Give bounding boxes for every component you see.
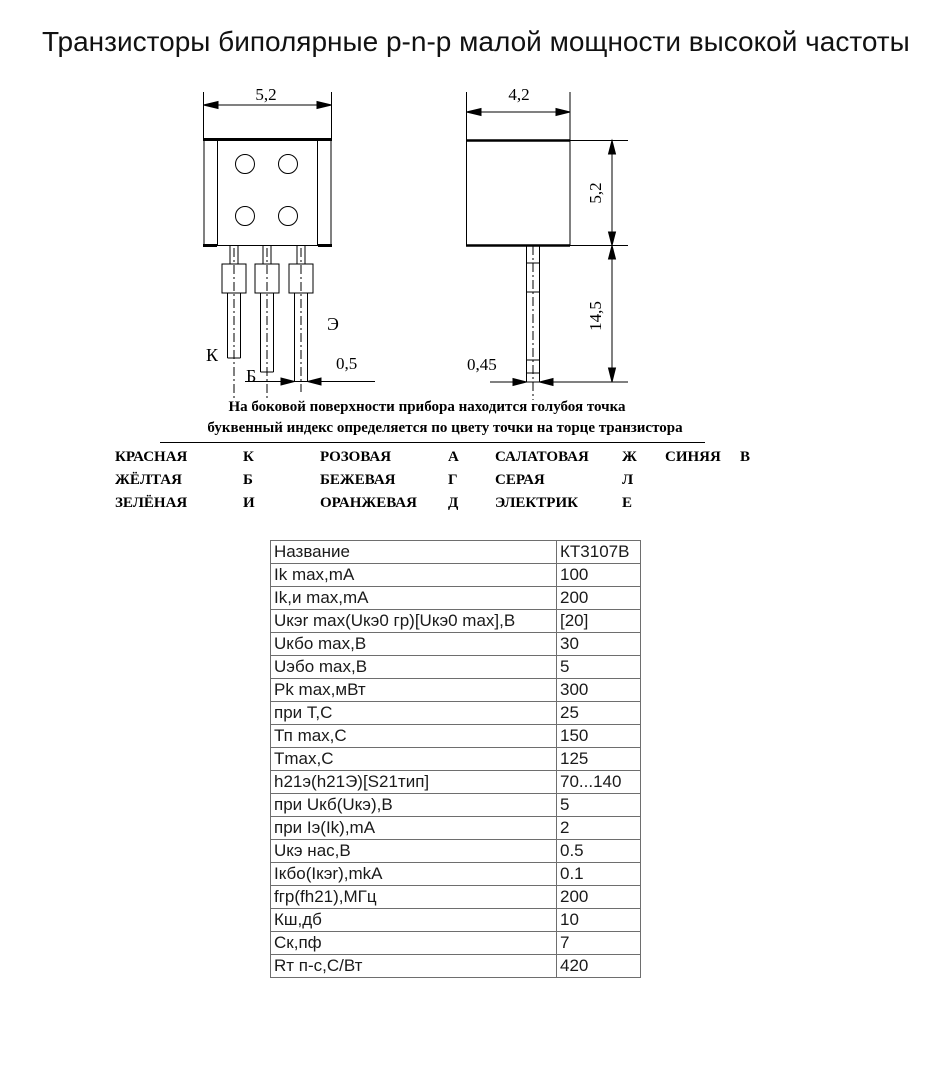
parameter-value-cell: 2: [557, 817, 641, 840]
page-title: Транзисторы биполярные p-n-p малой мощности высокой частоты: [42, 26, 910, 57]
color-name: ЭЛЕКТРИК: [495, 495, 578, 511]
parameter-name-cell: Ik,и max,mA: [271, 587, 557, 610]
parameter-value-cell: 70...140: [557, 771, 641, 794]
parameter-value-cell: 5: [557, 656, 641, 679]
parameter-name-cell: Название: [271, 541, 557, 564]
table-row: [271, 702, 641, 725]
table-row: [271, 817, 641, 840]
parameter-value-cell: 100: [557, 564, 641, 587]
parameter-value-cell: 150: [557, 725, 641, 748]
parameter-name-cell: fгр(fh21),МГц: [271, 886, 557, 909]
color-letter: И: [243, 495, 255, 511]
color-letter: Ж: [622, 449, 637, 465]
parameter-value-cell: 125: [557, 748, 641, 771]
parameter-value-cell: 200: [557, 886, 641, 909]
note-line-2: буквенный индекс определяется по цвету точки на торце транзистора: [207, 420, 683, 436]
color-code-row: [0, 472, 932, 492]
side-width-dimension: 4,2: [508, 85, 530, 104]
table-row: [271, 932, 641, 955]
color-name: РОЗОВАЯ: [320, 449, 392, 465]
table-row: [271, 748, 641, 771]
parameter-name-cell: при Т,С: [271, 702, 557, 725]
parameter-name-cell: Uэбо max,В: [271, 656, 557, 679]
parameter-name-cell: Ik max,mA: [271, 564, 557, 587]
table-row: [271, 909, 641, 932]
side-lead-length-dimension: 14,5: [586, 301, 605, 331]
color-name: ЖЁЛТАЯ: [115, 472, 182, 488]
color-letter: В: [740, 449, 751, 465]
parameter-name-cell: Uкэ нас,В: [271, 840, 557, 863]
table-row: [271, 610, 641, 633]
color-letter: Л: [622, 472, 634, 488]
parameter-value-cell: 0.5: [557, 840, 641, 863]
parameter-name-cell: при Uкб(Uкэ),В: [271, 794, 557, 817]
parameter-name-cell: h21э(h21Э)[S21тип]: [271, 771, 557, 794]
parameter-value-cell: 25: [557, 702, 641, 725]
color-name: ОРАНЖЕВАЯ: [320, 495, 417, 511]
parameter-value-cell: 0.1: [557, 863, 641, 886]
parameter-name-cell: при Iэ(Ik),mA: [271, 817, 557, 840]
color-letter: Д: [448, 495, 459, 511]
parameter-name-cell: Кш,дб: [271, 909, 557, 932]
parameter-value-cell: 300: [557, 679, 641, 702]
parameters-table-body: [271, 541, 641, 978]
parameter-value-cell: 30: [557, 633, 641, 656]
front-view-drawing: [203, 92, 375, 398]
table-row: [271, 771, 641, 794]
table-row: [271, 840, 641, 863]
table-row: [271, 541, 641, 564]
color-name: СЕРАЯ: [495, 472, 545, 488]
pin-label-collector: К: [206, 345, 219, 365]
parameter-name-cell: Uкэr max(Uкэ0 гр)[Uкэ0 max],В: [271, 610, 557, 633]
table-row: [271, 886, 641, 909]
color-code-row: [0, 449, 932, 469]
parameter-value-cell: [20]: [557, 610, 641, 633]
table-row: [271, 656, 641, 679]
color-letter: К: [243, 449, 254, 465]
note-line-1: На боковой поверхности прибора находится голубоя точка: [228, 399, 626, 415]
parameter-name-cell: Тп max,С: [271, 725, 557, 748]
color-letter: А: [448, 449, 459, 465]
parameter-value-cell: 200: [557, 587, 641, 610]
table-row: [271, 725, 641, 748]
pin-label-base: Б: [246, 366, 257, 386]
pin-label-emitter: Э: [327, 314, 339, 334]
table-row: [271, 863, 641, 886]
table-row: [271, 564, 641, 587]
front-lead-width-dimension: 0,5: [336, 354, 358, 373]
side-lead-width-dimension: 0,45: [467, 355, 497, 374]
parameter-name-cell: Pk max,мВт: [271, 679, 557, 702]
parameter-value-cell: 5: [557, 794, 641, 817]
color-name: СИНЯЯ: [665, 449, 721, 465]
table-row: [271, 679, 641, 702]
side-height-dimension: 5,2: [586, 182, 605, 204]
parameter-value-cell: КТ3107В: [557, 541, 641, 564]
side-view-drawing: [466, 92, 628, 400]
parameter-name-cell: Uкбо max,В: [271, 633, 557, 656]
color-letter: Е: [622, 495, 633, 511]
parameter-value-cell: 10: [557, 909, 641, 932]
table-row: [271, 587, 641, 610]
parameter-name-cell: Ск,пф: [271, 932, 557, 955]
parameter-value-cell: 420: [557, 955, 641, 978]
parameter-name-cell: Rт п-с,С/Вт: [271, 955, 557, 978]
table-row: [271, 955, 641, 978]
color-name: БЕЖЕВАЯ: [320, 472, 396, 488]
color-code-row: [0, 495, 932, 515]
table-row: [271, 794, 641, 817]
front-width-dimension: 5,2: [255, 85, 277, 104]
parameter-name-cell: Tmax,C: [271, 748, 557, 771]
color-name: КРАСНАЯ: [115, 449, 188, 465]
divider-line: [160, 442, 705, 443]
parameter-value-cell: 7: [557, 932, 641, 955]
color-letter: Б: [243, 472, 253, 488]
color-name: ЗЕЛЁНАЯ: [115, 495, 188, 511]
color-letter: Г: [448, 472, 458, 488]
color-name: САЛАТОВАЯ: [495, 449, 589, 465]
table-row: [271, 633, 641, 656]
parameters-table: [270, 540, 641, 978]
parameter-name-cell: Iкбо(Iкэr),mkA: [271, 863, 557, 886]
